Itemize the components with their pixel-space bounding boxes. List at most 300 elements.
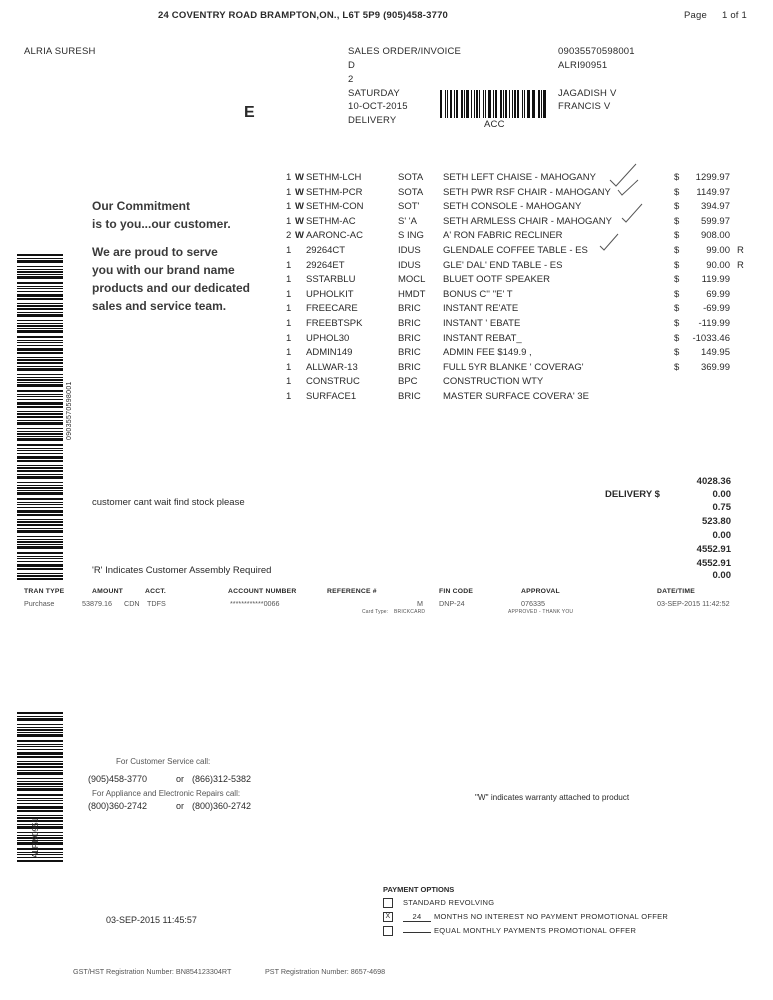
commitment-line-1: Our Commitment <box>92 199 191 213</box>
order-type: SALES ORDER/INVOICE <box>348 46 462 57</box>
item-currency: $ <box>674 361 680 373</box>
barcode-bar <box>17 761 63 762</box>
side-barcode-bottom <box>17 712 63 862</box>
order-line-2: 2 <box>348 74 354 85</box>
barcode-bar <box>17 852 63 853</box>
barcode-bar <box>17 312 63 313</box>
repairs-phone-1: (800)360-2742 <box>88 801 148 811</box>
barcode-bar <box>17 744 63 745</box>
barcode-bar <box>17 366 63 367</box>
item-currency: $ <box>674 215 680 227</box>
barcode-bar <box>514 90 516 118</box>
barcode-bar <box>493 90 494 118</box>
barcode-bar <box>524 90 525 118</box>
barcode-bar <box>17 539 63 540</box>
barcode-bar <box>17 568 63 570</box>
item-qty: 2 <box>286 230 292 242</box>
item-supplier: BRIC <box>398 391 421 402</box>
barcode-bar <box>17 269 63 270</box>
item-qty: 1 <box>286 172 292 183</box>
barcode-bar <box>17 564 63 567</box>
barcode-bar <box>17 832 63 833</box>
barcode-bar <box>17 291 63 292</box>
item-supplier: S' 'A <box>398 215 417 227</box>
item-qty: 1 <box>286 201 292 213</box>
barcode-bar <box>17 444 63 446</box>
item-currency: $ <box>674 274 680 286</box>
barcode-bar <box>17 352 63 354</box>
barcode-bar <box>17 781 63 782</box>
item-description: FULL 5YR BLANKE ' COVERAG' <box>443 361 584 373</box>
equal-blank <box>403 932 431 933</box>
line-item-row <box>286 245 756 260</box>
barcode-bar <box>17 476 63 479</box>
item-description: SETH CONSOLE - MAHOGANY <box>443 201 582 213</box>
barcode-bar <box>17 835 63 836</box>
option-months-label: MONTHS NO INTEREST NO PAYMENT PROMOTIONAL OFFER <box>434 912 669 921</box>
barcode-bar <box>17 470 63 472</box>
barcode-bar <box>500 90 502 118</box>
option-standard-label: STANDARD REVOLVING <box>403 898 495 907</box>
barcode-bar <box>17 448 63 449</box>
barcode-bar <box>17 528 63 529</box>
item-price: 69.99 <box>706 288 730 300</box>
barcode-bar <box>17 406 63 408</box>
handwritten-checkmarks <box>590 160 650 270</box>
item-sku: SETHM-PCR <box>306 186 363 198</box>
side-barcode-top-caption: 09035570598001 <box>66 381 73 440</box>
page-label: Page <box>684 10 707 21</box>
item-description: SETH PWR RSF CHAIR - MAHOGANY <box>443 186 611 198</box>
item-price: 1299.97 <box>695 172 730 183</box>
header-datetime: DATE/TIME <box>657 588 695 595</box>
barcode-bar <box>17 752 63 755</box>
item-assembly-flag: R <box>737 259 744 271</box>
barcode-bar <box>503 90 504 118</box>
item-warranty-flag: W <box>295 172 304 183</box>
order-line-d: D <box>348 60 356 71</box>
gst-registration: GST/HST Registration Number: BN854123304RT <box>73 967 232 976</box>
acct-value: TDFS <box>147 599 166 608</box>
item-currency: $ <box>674 303 680 315</box>
barcode-bar <box>17 498 63 500</box>
item-supplier: BRIC <box>398 318 421 329</box>
barcode-bar <box>17 510 63 513</box>
item-supplier: IDUS <box>398 245 421 256</box>
barcode-bar <box>17 382 63 383</box>
item-supplier: BRIC <box>398 361 421 373</box>
total-value: 0.00 <box>712 530 731 541</box>
checkbox-months[interactable]: X <box>383 912 393 922</box>
barcode-bar <box>17 282 63 284</box>
barcode-bar <box>17 840 63 841</box>
line-item-row <box>286 230 756 245</box>
item-sku: AARONC-AC <box>306 230 364 242</box>
item-currency: $ <box>674 288 680 300</box>
salesperson-1: JAGADISH V <box>558 88 617 99</box>
item-price: 99.00 <box>706 245 730 256</box>
item-supplier: MOCL <box>398 274 426 286</box>
tran-type-value: Purchase <box>24 599 55 608</box>
total-value: 4552.91 <box>696 544 731 555</box>
item-sku: FREECARE <box>306 303 358 315</box>
item-qty: 1 <box>286 245 292 256</box>
barcode-bar <box>445 90 446 118</box>
card-type-value: BRICKCARD <box>394 609 426 615</box>
barcode-bar <box>17 271 63 273</box>
barcode-bar <box>479 90 481 118</box>
barcode-bar <box>17 826 63 829</box>
barcode-bar <box>461 90 463 118</box>
total-value: 0.75 <box>712 502 731 513</box>
barcode-bar <box>17 420 63 421</box>
item-description: A' RON FABRIC RECLINER <box>443 230 563 242</box>
line-item-row <box>286 216 756 231</box>
barcode-bar <box>17 544 63 545</box>
item-price: 369.99 <box>700 361 730 373</box>
barcode-bar <box>17 815 63 816</box>
item-description: INSTANT REBAT_ <box>443 332 522 344</box>
barcode-bar <box>17 411 63 412</box>
item-supplier: S ING <box>398 230 424 242</box>
barcode-bar <box>17 377 63 378</box>
barcode-bar <box>17 749 63 750</box>
order-number: 09035570598001 <box>558 46 635 57</box>
item-sku: UPHOL30 <box>306 332 350 344</box>
barcode-bar <box>17 357 63 358</box>
barcode-bar <box>466 90 469 118</box>
line-item-row <box>286 333 756 348</box>
customer-service-label: For Customer Service call: <box>116 757 211 766</box>
header-reference: REFERENCE # <box>327 588 377 595</box>
barcode-bar <box>17 536 63 537</box>
item-currency: $ <box>674 245 680 256</box>
item-sku: SETHM-AC <box>306 215 356 227</box>
item-description: SETH LEFT CHAISE - MAHOGANY <box>443 172 596 183</box>
total-value: 523.80 <box>701 516 731 527</box>
commitment-line-6: sales and service team. <box>92 299 227 313</box>
barcode-bar <box>17 824 63 825</box>
item-description: CONSTRUCTION WTY <box>443 376 544 388</box>
barcode-bar <box>17 860 63 862</box>
delivery-label: DELIVERY $ <box>605 489 660 500</box>
item-description: ADMIN FEE $149.9 , <box>443 347 532 359</box>
checkbox-equal[interactable] <box>383 926 393 936</box>
page-number: 1 of 1 <box>722 10 747 21</box>
barcode-bar <box>17 763 63 765</box>
item-sku: 29264ET <box>306 259 345 271</box>
barcode-bar <box>17 783 63 785</box>
barcode-bar <box>17 800 63 801</box>
barcode-bar <box>512 90 513 118</box>
item-currency: $ <box>674 201 680 213</box>
barcode-bar <box>483 90 484 118</box>
item-description: GLENDALE COFFEE TABLE - ES <box>443 245 588 256</box>
line-item-row <box>286 391 756 406</box>
barcode-bar <box>488 90 491 118</box>
repairs-phone-2: (800)360-2742 <box>192 801 252 811</box>
barcode-bar <box>17 359 63 361</box>
barcode-bar <box>17 837 63 839</box>
item-sku: FREEBTSPK <box>306 318 363 329</box>
barcode-bar <box>17 308 63 310</box>
line-item-row <box>286 201 756 216</box>
barcode-bar <box>17 286 63 287</box>
approval-message: APPROVED - THANK YOU <box>508 609 574 615</box>
item-price: 908.00 <box>700 230 730 242</box>
header-tran-type: TRAN TYPE <box>24 588 65 595</box>
order-barcode <box>440 90 548 118</box>
item-supplier: BRIC <box>398 303 421 315</box>
barcode-bar <box>17 394 63 395</box>
payment-option-standard <box>383 898 494 908</box>
checkbox-standard[interactable] <box>383 898 393 908</box>
barcode-bar <box>471 90 472 118</box>
barcode-bar <box>454 90 455 118</box>
barcode-bar <box>17 460 63 462</box>
item-currency: $ <box>674 347 680 359</box>
barcode-bar <box>17 482 63 483</box>
barcode-bar <box>17 274 63 275</box>
line-item-row <box>286 289 756 304</box>
barcode-bar <box>440 90 442 118</box>
barcode-bar <box>17 368 63 371</box>
barcode-bar <box>17 756 63 758</box>
print-datetime: 03-SEP-2015 11:45:57 <box>106 915 197 925</box>
item-description: SETH ARMLESS CHAIR - MAHOGANY <box>443 215 612 227</box>
barcode-bar <box>476 90 478 118</box>
barcode-bar <box>17 260 63 263</box>
item-currency: $ <box>674 230 680 242</box>
barcode-bar <box>474 90 475 118</box>
item-supplier: SOTA <box>398 172 424 183</box>
barcode-bar <box>17 431 63 432</box>
header-approval: APPROVAL <box>521 588 560 595</box>
item-currency: $ <box>674 259 680 271</box>
barcode-bar <box>532 90 533 118</box>
barcode-bar <box>17 578 63 580</box>
barcode-bar <box>17 530 63 533</box>
barcode-bar <box>17 524 63 526</box>
barcode-bar <box>17 323 63 324</box>
barcode-bar <box>17 770 63 771</box>
barcode-bar <box>17 396 63 397</box>
total-value: 0.00 <box>712 489 731 500</box>
barcode-bar <box>17 556 63 557</box>
item-warranty-flag: W <box>295 215 304 227</box>
line-item-row <box>286 187 756 202</box>
payment-option-equal <box>383 926 636 936</box>
barcode-bar <box>17 490 63 491</box>
item-supplier: BPC <box>398 376 418 388</box>
header-account-number: ACCOUNT NUMBER <box>228 588 297 595</box>
barcode-bar <box>17 328 63 329</box>
item-supplier: IDUS <box>398 259 421 271</box>
barcode-bar <box>17 734 63 737</box>
barcode-bar <box>17 305 63 307</box>
header-acct: ACCT. <box>145 588 167 595</box>
barcode-bar <box>17 276 63 279</box>
barcode-bar <box>17 413 63 415</box>
item-qty: 1 <box>286 186 292 198</box>
item-price: 119.99 <box>701 274 730 286</box>
item-qty: 1 <box>286 376 292 388</box>
customer-service-phone-2: (866)312-5382 <box>192 774 252 784</box>
total-value: 4552.91 <box>696 558 731 569</box>
barcode-bar <box>17 712 63 714</box>
item-sku: ADMIN149 <box>306 347 353 359</box>
barcode-bar <box>505 90 508 118</box>
item-qty: 1 <box>286 288 292 300</box>
barcode-bar <box>17 575 63 577</box>
barcode-bar <box>533 90 535 118</box>
barcode-bar <box>17 842 63 845</box>
item-assembly-flag: R <box>737 245 744 256</box>
barcode-bar <box>509 90 510 118</box>
barcode-bar <box>17 254 63 256</box>
barcode-bar <box>17 573 63 574</box>
barcode-bar <box>495 90 497 118</box>
line-item-row <box>286 362 756 377</box>
customer-service-phone-1: (905)458-3770 <box>88 774 148 784</box>
assembly-note: 'R' Indicates Customer Assembly Required <box>92 565 272 576</box>
barcode-bar <box>17 416 63 418</box>
warranty-note: "W" indicates warranty attached to product <box>475 793 630 802</box>
item-qty: 1 <box>286 391 292 402</box>
salesperson-2: FRANCIS V <box>558 101 611 112</box>
side-barcode-bottom-caption: ALRI90951 <box>31 817 40 858</box>
currency-value: CDN <box>124 599 140 608</box>
barcode-bar <box>17 803 63 804</box>
fin-code-value: DNP-24 <box>439 599 465 608</box>
commitment-line-2: is to you...our customer. <box>92 217 231 231</box>
order-remark: customer cant wait find stock please <box>92 497 245 508</box>
item-currency: $ <box>674 332 680 344</box>
barcode-bar <box>17 330 63 333</box>
header-fin-code: FIN CODE <box>439 588 474 595</box>
item-currency: $ <box>674 172 680 183</box>
customer-name: ALRIA SURESH <box>24 46 96 57</box>
barcode-bar <box>17 348 63 351</box>
barcode-bar <box>17 266 63 267</box>
amount-value: 53879.16 <box>82 599 112 608</box>
or-label-1: or <box>176 774 185 784</box>
item-supplier: SOT' <box>398 201 420 213</box>
item-qty: 1 <box>286 215 292 227</box>
item-sku: SSTARBLU <box>306 274 356 286</box>
barcode-bar <box>543 90 546 118</box>
barcode-bar <box>17 456 63 459</box>
barcode-bar <box>17 474 63 475</box>
barcode-bar <box>17 485 63 486</box>
barcode-bar <box>17 320 63 321</box>
barcode-bar <box>17 258 63 259</box>
barcode-bar <box>17 727 63 728</box>
option-equal-label: EQUAL MONTHLY PAYMENTS PROMOTIONAL OFFER <box>434 926 637 935</box>
item-supplier: SOTA <box>398 186 424 198</box>
barcode-bar <box>17 492 63 495</box>
barcode-caption: ACC <box>484 119 505 130</box>
barcode-bar <box>17 788 63 791</box>
item-qty: 1 <box>286 347 292 359</box>
item-description: BONUS C'' ''E' T <box>443 288 513 300</box>
commitment-line-5: products and our dedicated <box>92 281 251 295</box>
barcode-bar <box>17 746 63 747</box>
line-item-row <box>286 172 756 187</box>
item-warranty-flag: W <box>295 201 304 213</box>
item-supplier: HMDT <box>398 288 426 300</box>
barcode-bar <box>17 303 63 304</box>
barcode-bar <box>17 433 63 435</box>
barcode-bar <box>17 342 63 343</box>
barcode-bar <box>17 552 63 554</box>
line-item-row <box>286 347 756 362</box>
item-price: 1149.97 <box>696 186 730 198</box>
item-sku: CONSTRUC <box>306 376 360 388</box>
barcode-bar <box>17 729 63 731</box>
barcode-bar <box>17 546 63 549</box>
item-currency: $ <box>674 318 680 329</box>
item-sku: SURFACE1 <box>306 391 357 402</box>
barcode-bar <box>17 521 63 523</box>
code-letter: E <box>244 104 255 121</box>
barcode-bar <box>17 467 63 469</box>
item-price: 149.95 <box>700 347 730 359</box>
item-qty: 1 <box>286 259 292 271</box>
barcode-bar <box>17 345 63 346</box>
payment-option-months <box>383 912 668 922</box>
item-description: INSTANT RE'ATE <box>443 303 519 315</box>
reference-value: M <box>417 599 423 608</box>
line-item-row <box>286 318 756 333</box>
barcode-bar <box>17 817 63 819</box>
barcode-bar <box>17 854 63 855</box>
barcode-bar <box>17 766 63 768</box>
payment-options-title: PAYMENT OPTIONS <box>383 885 455 894</box>
item-sku: ALLWAR-13 <box>306 361 358 373</box>
item-qty: 1 <box>286 274 292 286</box>
card-type-label: Card Type: <box>362 609 389 615</box>
barcode-bar <box>17 502 63 503</box>
barcode-bar <box>17 422 63 425</box>
barcode-bar <box>17 558 63 559</box>
pst-registration: PST Registration Number: 8657-4698 <box>265 967 386 976</box>
item-description: BLUET OOTF SPEAKER <box>443 274 550 286</box>
barcode-bar <box>17 541 63 543</box>
barcode-bar <box>17 298 63 300</box>
item-price: -119.99 <box>698 318 730 329</box>
item-supplier: BRIC <box>398 332 421 344</box>
barcode-bar <box>17 362 63 364</box>
approval-value: 076335 <box>521 599 545 608</box>
barcode-bar <box>450 90 453 118</box>
line-item-row <box>286 303 756 318</box>
barcode-bar <box>17 848 63 850</box>
or-label-2: or <box>176 801 185 811</box>
datetime-value: 03-SEP-2015 11:42:52 <box>657 599 730 608</box>
barcode-bar <box>17 402 63 405</box>
barcode-bar <box>541 90 542 118</box>
barcode-bar <box>17 399 63 400</box>
barcode-bar <box>17 786 63 787</box>
order-method: DELIVERY <box>348 115 397 126</box>
barcode-bar <box>17 519 63 520</box>
line-item-row <box>286 260 756 275</box>
item-qty: 1 <box>286 318 292 329</box>
item-sku: SETHM-LCH <box>306 172 362 183</box>
barcode-bar <box>17 453 63 454</box>
barcode-bar <box>456 90 458 118</box>
